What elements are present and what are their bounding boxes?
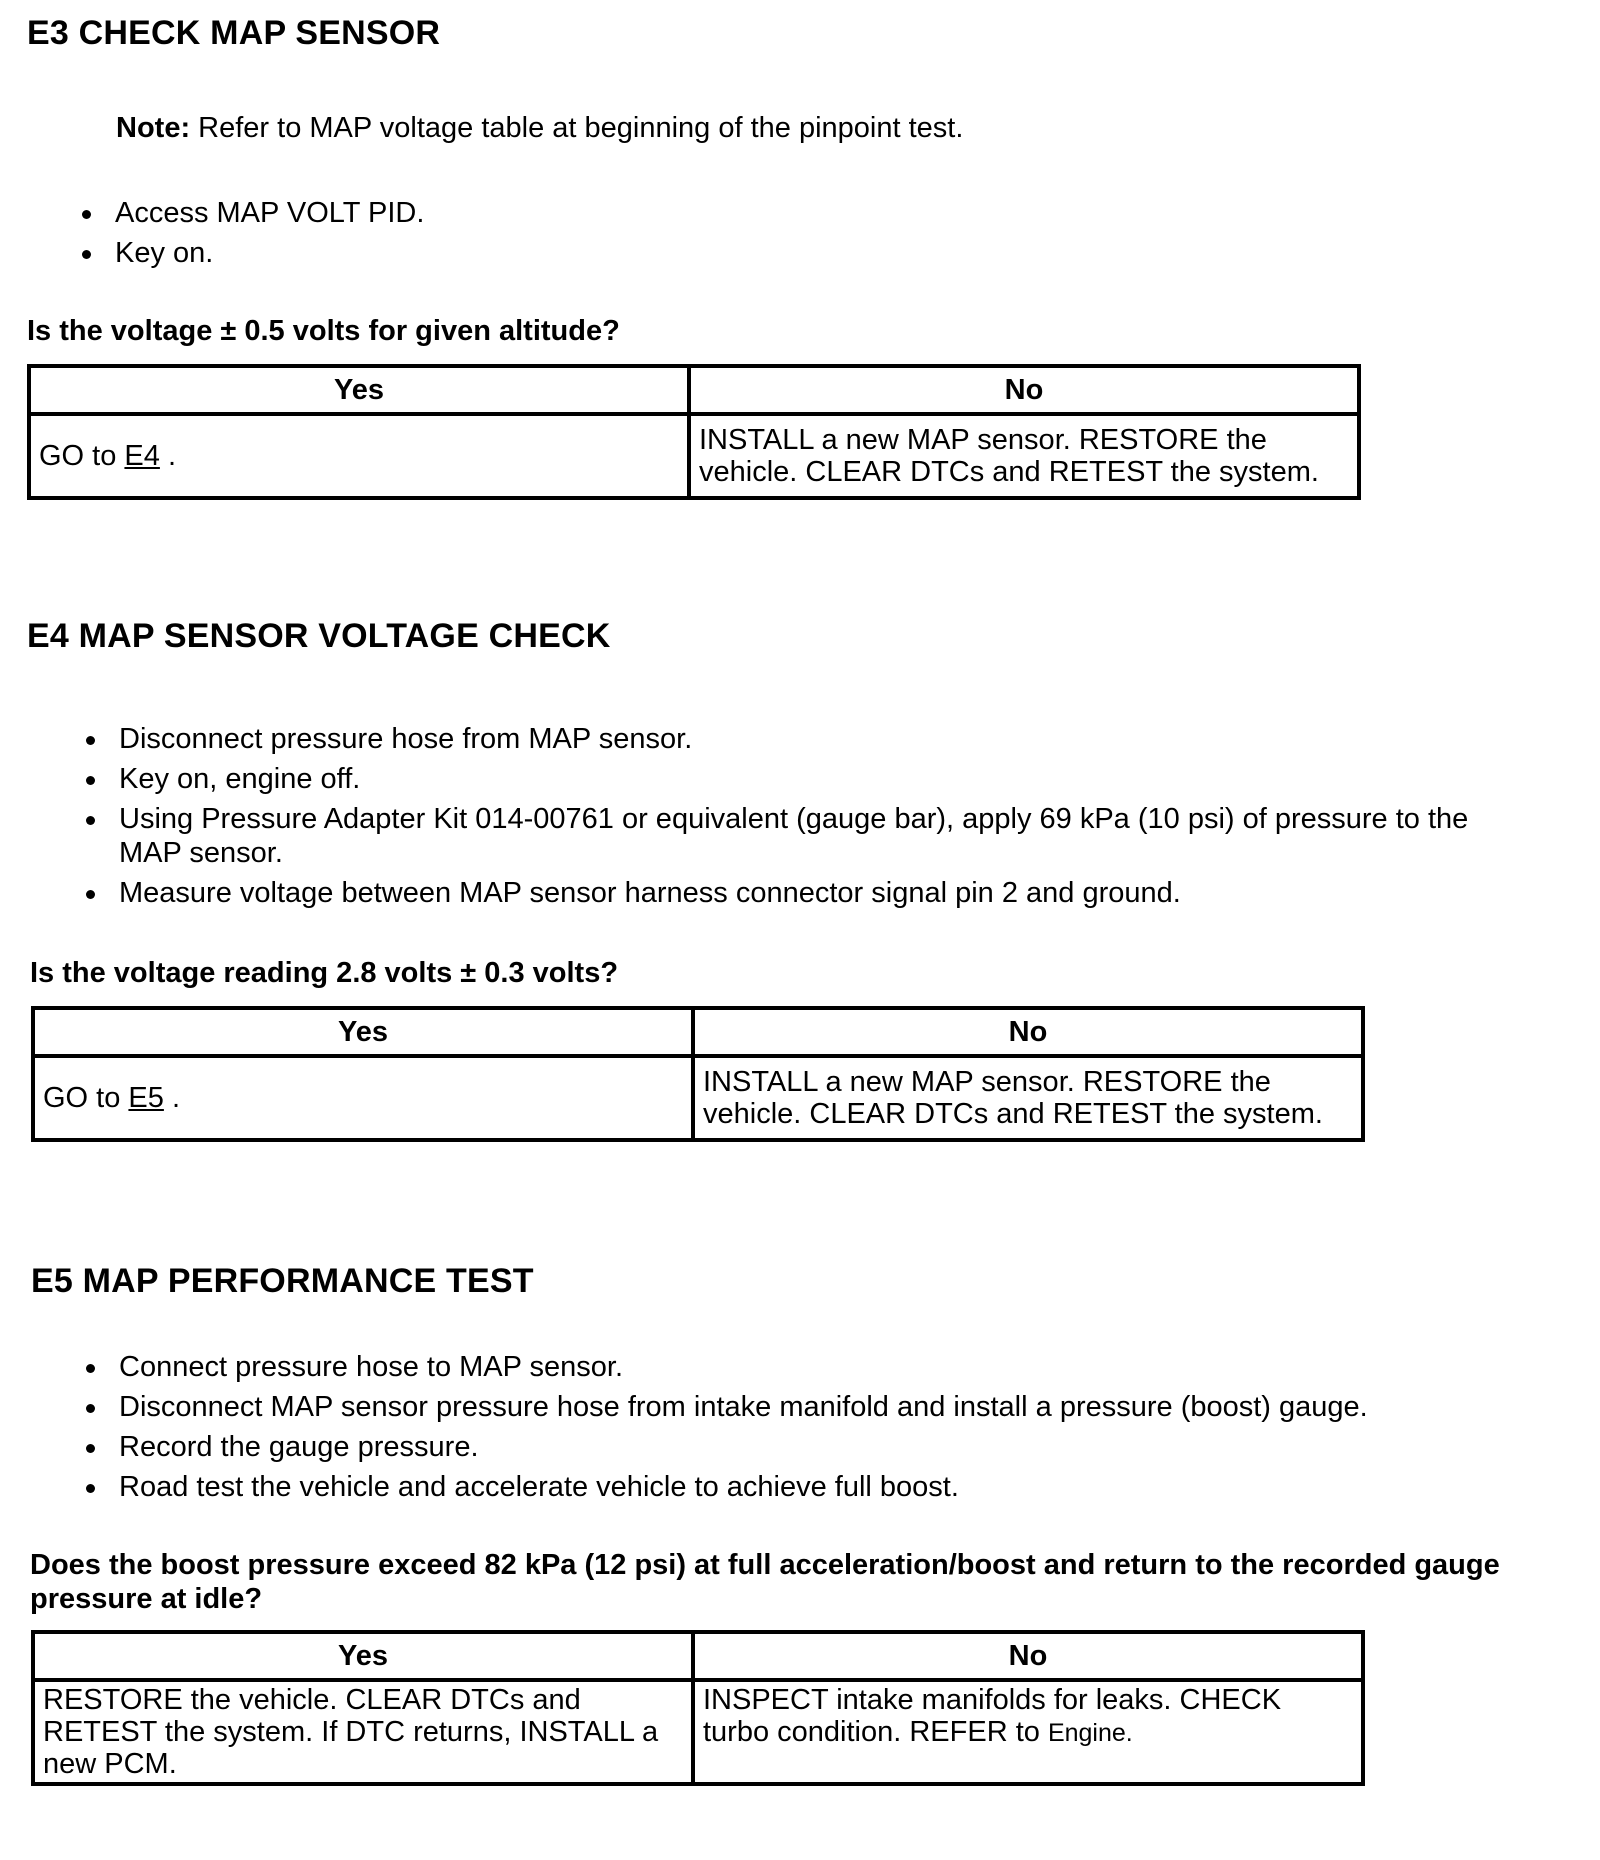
yes-cell: RESTORE the vehicle. CLEAR DTCs and RETEST the system. If DTC returns, INSTALL a new PCM. [33, 1680, 693, 1784]
e3-note-text: Refer to MAP voltage table at beginning of the pinpoint test. [190, 112, 964, 144]
e3-steps [80, 196, 1480, 276]
yes-header: Yes [33, 1632, 693, 1680]
list-item: Connect pressure hose to MAP sensor. [84, 1350, 1564, 1384]
e3-result-table [27, 364, 1361, 500]
no-cell: INSTALL a new MAP sensor. RESTORE the vehicle. CLEAR DTCs and RETEST the system. [689, 414, 1359, 498]
no-text: INSPECT intake manifolds for leaks. CHECK turbo condition. REFER to [703, 1684, 1282, 1748]
e5-title: E5 MAP PERFORMANCE TEST [31, 1262, 534, 1300]
goto-e5-link[interactable]: E5 [128, 1082, 164, 1114]
yes-prefix: GO to [39, 440, 125, 472]
no-cell: INSTALL a new MAP sensor. RESTORE the vehicle. CLEAR DTCs and RETEST the system. [693, 1056, 1363, 1140]
e3-note-label: Note: [116, 112, 191, 144]
yes-header: Yes [33, 1008, 693, 1056]
refer-engine-link[interactable]: Engine. [1047, 1719, 1133, 1747]
no-cell [693, 1680, 1363, 1784]
list-item: Key on, engine off. [84, 762, 1524, 796]
list-item: Key on. [80, 236, 1480, 270]
list-item: Road test the vehicle and accelerate vehicle to achieve full boost. [84, 1470, 1564, 1504]
yes-suffix: . [163, 1082, 181, 1114]
e4-question: Is the voltage reading 2.8 volts ± 0.3 volts? [30, 957, 619, 989]
e4-steps [84, 722, 1524, 916]
yes-suffix: . [159, 440, 177, 472]
e4-result-table [31, 1006, 1365, 1142]
no-header: No [689, 366, 1359, 414]
list-item: Measure voltage between MAP sensor harness connector signal pin 2 and ground. [84, 876, 1524, 910]
no-header: No [693, 1008, 1363, 1056]
list-item: Access MAP VOLT PID. [80, 196, 1480, 230]
list-item: Disconnect MAP sensor pressure hose from intake manifold and install a pressure (boost) gauge. [84, 1390, 1564, 1424]
e5-steps [84, 1350, 1564, 1510]
goto-e4-link[interactable]: E4 [124, 440, 160, 472]
yes-prefix: GO to [43, 1082, 129, 1114]
yes-header: Yes [29, 366, 689, 414]
e4-title: E4 MAP SENSOR VOLTAGE CHECK [27, 617, 611, 655]
list-item: Record the gauge pressure. [84, 1430, 1564, 1464]
yes-cell [29, 414, 689, 498]
e3-note [116, 112, 963, 145]
e3-question: Is the voltage ± 0.5 volts for given altitude? [27, 315, 620, 347]
no-header: No [693, 1632, 1363, 1680]
e3-title: E3 CHECK MAP SENSOR [27, 14, 441, 52]
yes-cell [33, 1056, 693, 1140]
list-item: Using Pressure Adapter Kit 014-00761 or equivalent (gauge bar), apply 69 kPa (10 psi) of pressure to the MAP sensor. [84, 802, 1524, 870]
e5-result-table [31, 1630, 1365, 1786]
e5-question: Does the boost pressure exceed 82 kPa (12 psi) at full acceleration/boost and return to the recorded gauge pressure at idle? [30, 1549, 1500, 1615]
list-item: Disconnect pressure hose from MAP sensor. [84, 722, 1524, 756]
